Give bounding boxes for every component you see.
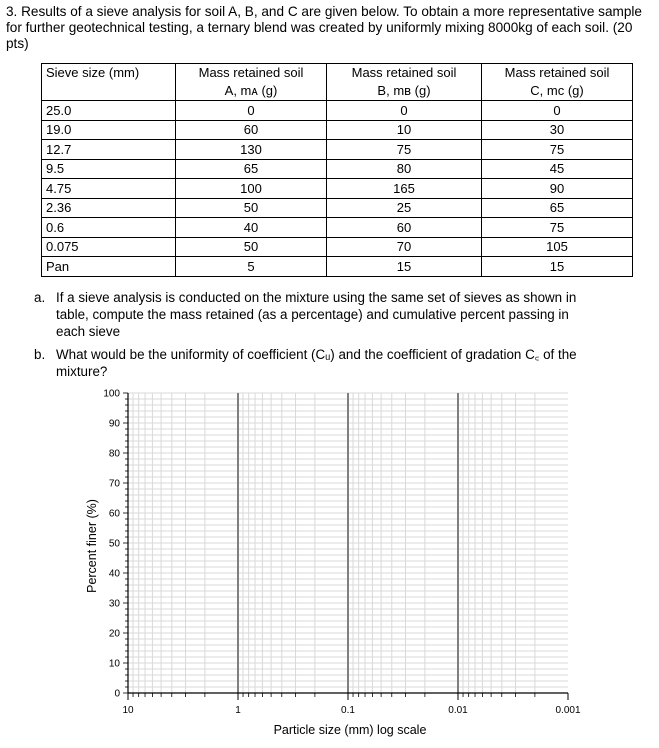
mass-b-cell: 60: [327, 218, 482, 238]
header-sieve-size: [42, 64, 176, 101]
y-tick-label: 0: [114, 688, 120, 700]
question-a-label: a.: [34, 290, 46, 305]
grain-size-chart: [0, 380, 659, 748]
sieve-size-cell: 0.6: [42, 218, 176, 238]
x-tick-label: 10: [122, 705, 134, 716]
header-soil-c-line2: C, mᴄ (g): [530, 83, 584, 98]
sieve-size-cell: 2.36: [42, 198, 176, 218]
mass-c-cell: 0: [482, 101, 633, 121]
mass-a-cell: 100: [176, 179, 327, 199]
table-row: [42, 179, 633, 199]
mass-b-cell: 25: [327, 198, 482, 218]
y-tick-label: 50: [108, 538, 120, 550]
sieve-analysis-table: [41, 63, 633, 277]
header-soil-c: [482, 64, 633, 101]
x-axis-label: Particle size (mm) log scale: [273, 723, 427, 737]
mass-c-cell: 30: [482, 120, 633, 140]
mass-c-cell: 105: [482, 237, 633, 257]
table-row: [42, 140, 633, 160]
mass-b-cell: 10: [327, 120, 482, 140]
problem-statement: 3. Results of a sieve analysis for soil A, B, and C are given below. To obtain a more representative sample for further geotechnical testing, a ternary blend was created by uniformly mixing 8000kg of each soil. (20 pts): [6, 4, 642, 51]
table-row: [42, 237, 633, 257]
y-tick-label: 10: [108, 658, 120, 670]
question-b: [34, 346, 644, 382]
mass-b-cell: 75: [327, 140, 482, 160]
question-b-line2: mixture?: [56, 364, 108, 379]
chart-tick-labels: [103, 389, 581, 717]
y-tick-label: 20: [108, 628, 120, 640]
y-tick-label: 30: [108, 598, 120, 610]
mass-a-cell: 50: [176, 237, 327, 257]
mass-a-cell: 40: [176, 218, 327, 238]
mass-c-cell: 75: [482, 140, 633, 160]
x-tick-label: 1: [235, 705, 241, 716]
table-header-row: [42, 64, 633, 101]
header-soil-c-line1: Mass retained soil: [504, 65, 610, 80]
question-a: [34, 289, 644, 341]
mass-c-cell: 65: [482, 198, 633, 218]
y-axis-label: Percent finer (%): [85, 499, 99, 593]
x-tick-label: 0.001: [555, 705, 581, 716]
question-b-label: b.: [34, 347, 46, 362]
header-soil-b-line2: B, mʙ (g): [377, 83, 431, 98]
sieve-size-cell: Pan: [42, 257, 176, 277]
mass-c-cell: 15: [482, 257, 633, 277]
sieve-size-cell: 4.75: [42, 179, 176, 199]
mass-a-cell: 60: [176, 120, 327, 140]
x-tick-label: 0.1: [341, 705, 355, 716]
mass-a-cell: 65: [176, 159, 327, 179]
mass-b-cell: 15: [327, 257, 482, 277]
question-b-text: [56, 346, 577, 380]
header-sieve-size-line1: Sieve size (mm): [46, 65, 140, 80]
table-row: [42, 198, 633, 218]
header-soil-a-line2: A, mᴀ (g): [224, 83, 278, 98]
question-b-line1: What would be the uniformity of coefficient (Cᵤ) and the coefficient of gradation C꜀ of the: [56, 347, 577, 362]
mass-c-cell: 90: [482, 179, 633, 199]
sieve-size-cell: 12.7: [42, 140, 176, 160]
table-row: [42, 159, 633, 179]
y-tick-label: 100: [103, 388, 120, 400]
mass-a-cell: 130: [176, 140, 327, 160]
mass-c-cell: 75: [482, 218, 633, 238]
mass-b-cell: 165: [327, 179, 482, 199]
mass-a-cell: 5: [176, 257, 327, 277]
table-row: [42, 120, 633, 140]
table-row: [42, 257, 633, 277]
mass-b-cell: 80: [327, 159, 482, 179]
mass-a-cell: 50: [176, 198, 327, 218]
question-a-line3: each sieve: [56, 324, 121, 339]
chart-ticks: [123, 393, 568, 700]
y-tick-label: 60: [108, 508, 120, 520]
question-a-line2: table, compute the mass retained (as a percentage) and cumulative percent passing in: [56, 307, 569, 322]
header-soil-b-line1: Mass retained soil: [351, 65, 457, 80]
header-soil-a: [176, 64, 327, 101]
question-a-line1: If a sieve analysis is conducted on the mixture using the same set of sieves as shown in: [56, 290, 577, 305]
mass-b-cell: 0: [327, 101, 482, 121]
mass-b-cell: 70: [327, 237, 482, 257]
sieve-size-cell: 9.5: [42, 159, 176, 179]
y-tick-label: 70: [108, 478, 120, 490]
header-soil-b: [327, 64, 482, 101]
mass-c-cell: 45: [482, 159, 633, 179]
table-row: [42, 218, 633, 238]
header-soil-a-line1: Mass retained soil: [198, 65, 304, 80]
table-row: [42, 101, 633, 121]
x-tick-label: 0.01: [448, 705, 468, 716]
y-tick-label: 40: [108, 568, 120, 580]
mass-a-cell: 0: [176, 101, 327, 121]
y-tick-label: 80: [108, 448, 120, 460]
question-a-text: [56, 289, 576, 340]
y-tick-label: 90: [108, 418, 120, 430]
sieve-size-cell: 19.0: [42, 120, 176, 140]
sieve-size-cell: 25.0: [42, 101, 176, 121]
sieve-size-cell: 0.075: [42, 237, 176, 257]
